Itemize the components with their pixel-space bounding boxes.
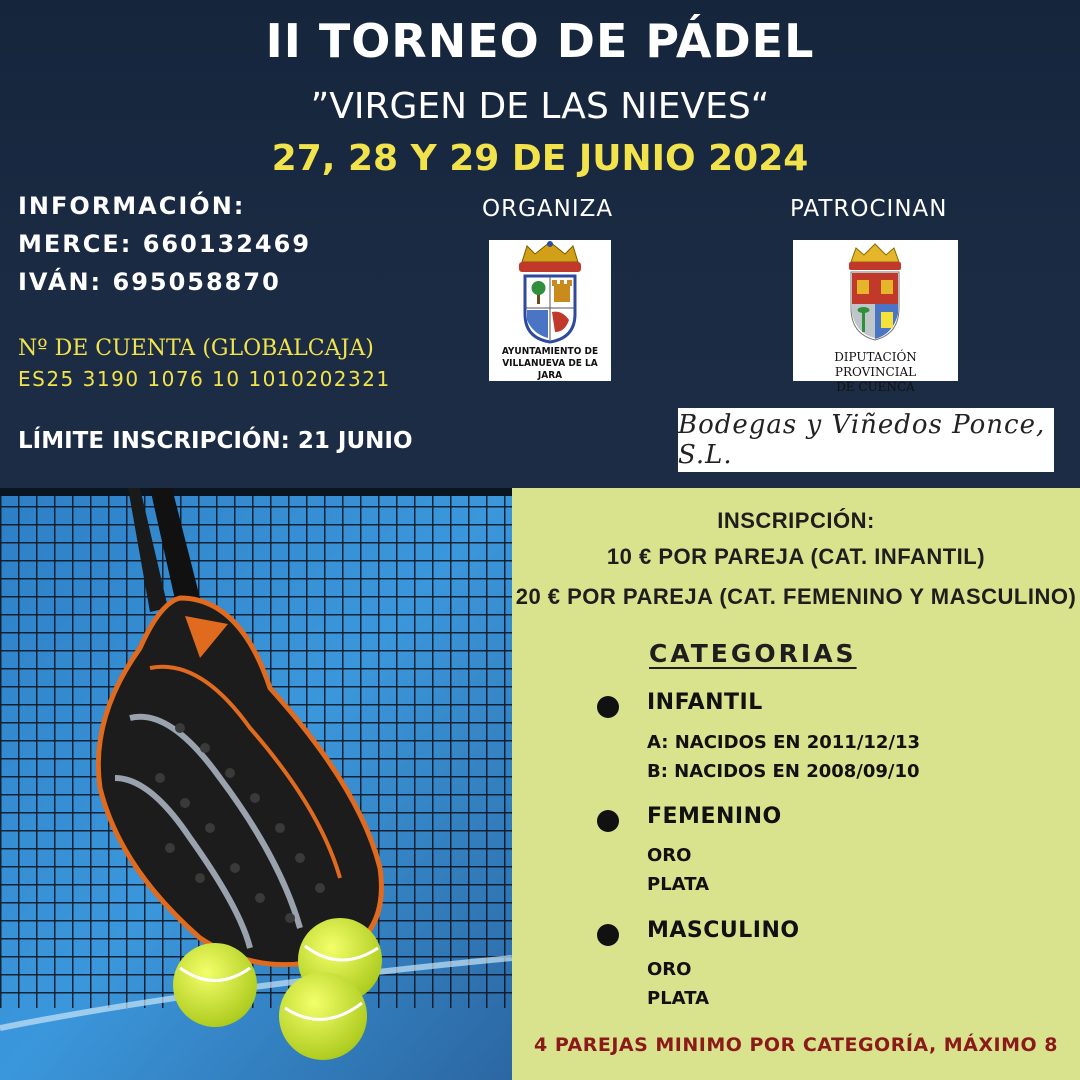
poster-subtitle: ”VIRGEN DE LAS NIEVES“	[310, 86, 770, 127]
event-dates: 27, 28 Y 29 DE JUNIO 2024	[271, 138, 809, 179]
bullet-icon	[597, 696, 619, 718]
header-section	[0, 0, 1080, 488]
bullet-icon	[597, 810, 619, 832]
contact-merce: MERCE: 660132469	[18, 230, 312, 258]
price-infantil: 10 € POR PAREJA (CAT. INFANTIL)	[606, 544, 986, 569]
masculino-plata: PLATA	[647, 988, 710, 1009]
diputacion-logo	[793, 240, 958, 394]
infantil-group-b: B: NACIDOS EN 2008/09/10	[647, 761, 920, 782]
contact-ivan: IVÁN: 695058870	[18, 268, 281, 296]
padel-photo	[0, 488, 512, 1080]
account-label: Nº DE CUENTA (GLOBALCAJA)	[18, 336, 374, 361]
bodegas-logo	[678, 408, 1054, 472]
inscripcion-heading: INSCRIPCIÓN:	[717, 508, 875, 533]
ayuntamiento-name-line-2: VILLANUEVA DE LA JARA	[502, 358, 598, 381]
diputacion-name-line-1: DIPUTACIÓN PROVINCIAL	[834, 350, 917, 379]
bodegas-name: Bodegas y Viñedos Ponce, S.L.	[678, 410, 1046, 470]
info-panel	[512, 488, 1080, 1080]
infantil-group-a: A: NACIDOS EN 2011/12/13	[647, 732, 921, 753]
info-heading: INFORMACIÓN:	[18, 192, 246, 220]
femenino-plata: PLATA	[647, 874, 710, 895]
padel-racket-icon	[0, 488, 512, 1080]
poster-title: II TORNEO DE PÁDEL	[265, 14, 815, 68]
categorias-title: CATEGORIAS	[649, 639, 857, 668]
femenino-oro: ORO	[647, 845, 692, 866]
coat-of-arms-icon	[793, 240, 958, 348]
bullet-icon	[597, 924, 619, 946]
category-masculino: MASCULINO	[647, 918, 800, 943]
coat-of-arms-icon	[489, 240, 611, 346]
ayuntamiento-name-line-1: AYUNTAMIENTO DE	[501, 346, 599, 357]
category-femenino: FEMENINO	[647, 804, 782, 829]
account-number: ES25 3190 1076 10 1010202321	[18, 367, 391, 391]
ayuntamiento-logo	[489, 240, 611, 381]
diputacion-name-line-2: DE CUENCA	[836, 380, 915, 394]
category-infantil: INFANTIL	[647, 690, 763, 715]
pairs-requirement: 4 PAREJAS MINIMO POR CATEGORÍA, MÁXIMO 8	[533, 1034, 1059, 1056]
registration-deadline: LÍMITE INSCRIPCIÓN: 21 JUNIO	[18, 428, 413, 454]
price-adult: 20 € POR PAREJA (CAT. FEMENINO Y MASCULINO)	[515, 584, 1077, 609]
organiza-label: ORGANIZA	[482, 196, 614, 222]
masculino-oro: ORO	[647, 959, 692, 980]
patrocinan-label: PATROCINAN	[790, 196, 948, 222]
